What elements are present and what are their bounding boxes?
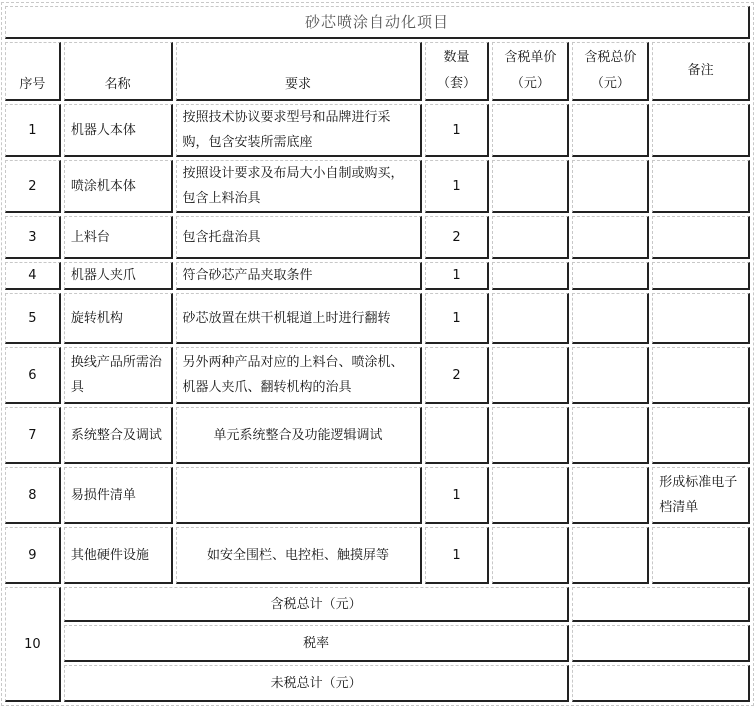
row-quantity: [425, 407, 490, 464]
row-note: [652, 407, 750, 464]
row-name: 换线产品所需治具: [64, 347, 173, 404]
row-name: 易损件清单: [64, 467, 173, 524]
row-unit-price: [492, 160, 569, 213]
row-total-price: [572, 407, 649, 464]
row-unit-price: [492, 293, 569, 344]
footer-total-without-tax-value: [572, 665, 750, 702]
row-name: 机器人本体: [64, 104, 173, 157]
row-quantity: 1: [425, 527, 490, 584]
row-no: 4: [5, 262, 61, 290]
footer-tax-rate-value: [572, 625, 750, 662]
row-requirement: 单元系统整合及功能逻辑调试: [176, 407, 422, 464]
header-name: 名称: [64, 42, 173, 101]
row-no: 3: [5, 216, 61, 259]
row-total-price: [572, 293, 649, 344]
row-requirement: 包含托盘治具: [176, 216, 422, 259]
header-note: 备注: [652, 42, 750, 101]
row-no: 1: [5, 104, 61, 157]
header-no: 序号: [5, 42, 61, 101]
row-name: 喷涂机本体: [64, 160, 173, 213]
row-requirement: 符合砂芯产品夹取条件: [176, 262, 422, 290]
table-row: [5, 467, 750, 524]
footer-total-with-tax-label: 含税总计（元）: [64, 587, 570, 622]
row-note: [652, 262, 750, 290]
header-quantity: [425, 42, 490, 101]
row-requirement: 按照设计要求及布局大小自制或购买，包含上料治具: [176, 160, 422, 213]
row-requirement: 另外两种产品对应的上料台、喷涂机、机器人夹爪、翻转机构的治具: [176, 347, 422, 404]
row-name: 系统整合及调试: [64, 407, 173, 464]
row-no: 7: [5, 407, 61, 464]
row-no: 8: [5, 467, 61, 524]
row-quantity: 1: [425, 293, 490, 344]
row-no: 5: [5, 293, 61, 344]
row-note: [652, 216, 750, 259]
header-requirement: 要求: [176, 42, 422, 101]
footer-tax-rate-label: 税率: [64, 625, 570, 662]
row-total-price: [572, 216, 649, 259]
footer-no: 10: [5, 587, 61, 702]
row-total-price: [572, 104, 649, 157]
row-total-price: [572, 262, 649, 290]
row-unit-price: [492, 467, 569, 524]
header-unit-price-line1: 含税单价: [504, 50, 557, 65]
row-requirement: [176, 467, 422, 524]
header-total-price: [572, 42, 649, 101]
row-unit-price: [492, 104, 569, 157]
row-total-price: [572, 160, 649, 213]
table-row: [5, 216, 750, 259]
header-quantity-line1: 数量: [443, 50, 470, 65]
footer-total-with-tax-value: [572, 587, 750, 622]
header-unit-price: [492, 42, 569, 101]
header-quantity-line2: （套）: [437, 76, 477, 91]
header-total-price-line2: （元）: [590, 76, 630, 91]
row-name: 旋转机构: [64, 293, 173, 344]
row-no: 2: [5, 160, 61, 213]
row-total-price: [572, 527, 649, 584]
header-total-price-line1: 含税总价: [584, 50, 637, 65]
table-row: [5, 407, 750, 464]
table-row: [5, 104, 750, 157]
row-unit-price: [492, 347, 569, 404]
table-title: 砂芯喷涂自动化项目: [5, 6, 750, 39]
row-unit-price: [492, 216, 569, 259]
table-row: [5, 160, 750, 213]
row-quantity: 1: [425, 262, 490, 290]
project-quote-table: [1, 2, 754, 706]
row-unit-price: [492, 527, 569, 584]
row-total-price: [572, 347, 649, 404]
row-name: 其他硬件设施: [64, 527, 173, 584]
row-requirement: 如安全围栏、电控柜、触摸屏等: [176, 527, 422, 584]
row-name: 上料台: [64, 216, 173, 259]
row-unit-price: [492, 262, 569, 290]
row-quantity: 1: [425, 160, 490, 213]
row-quantity: 2: [425, 347, 490, 404]
row-requirement: 按照技术协议要求型号和品牌进行采购，包含安装所需底座: [176, 104, 422, 157]
row-unit-price: [492, 407, 569, 464]
row-note: [652, 527, 750, 584]
row-quantity: 1: [425, 104, 490, 157]
row-note: 形成标准电子档清单: [652, 467, 750, 524]
row-note: [652, 160, 750, 213]
row-quantity: 2: [425, 216, 490, 259]
table-row: [5, 262, 750, 290]
row-note: [652, 293, 750, 344]
row-no: 9: [5, 527, 61, 584]
row-note: [652, 347, 750, 404]
row-note: [652, 104, 750, 157]
row-quantity: 1: [425, 467, 490, 524]
table-row: [5, 347, 750, 404]
table-row: [5, 527, 750, 584]
row-requirement: 砂芯放置在烘干机辊道上时进行翻转: [176, 293, 422, 344]
header-unit-price-line2: （元）: [510, 76, 550, 91]
table-row: [5, 293, 750, 344]
footer-total-without-tax-label: 未税总计（元）: [64, 665, 570, 702]
row-name: 机器人夹爪: [64, 262, 173, 290]
row-total-price: [572, 467, 649, 524]
row-no: 6: [5, 347, 61, 404]
